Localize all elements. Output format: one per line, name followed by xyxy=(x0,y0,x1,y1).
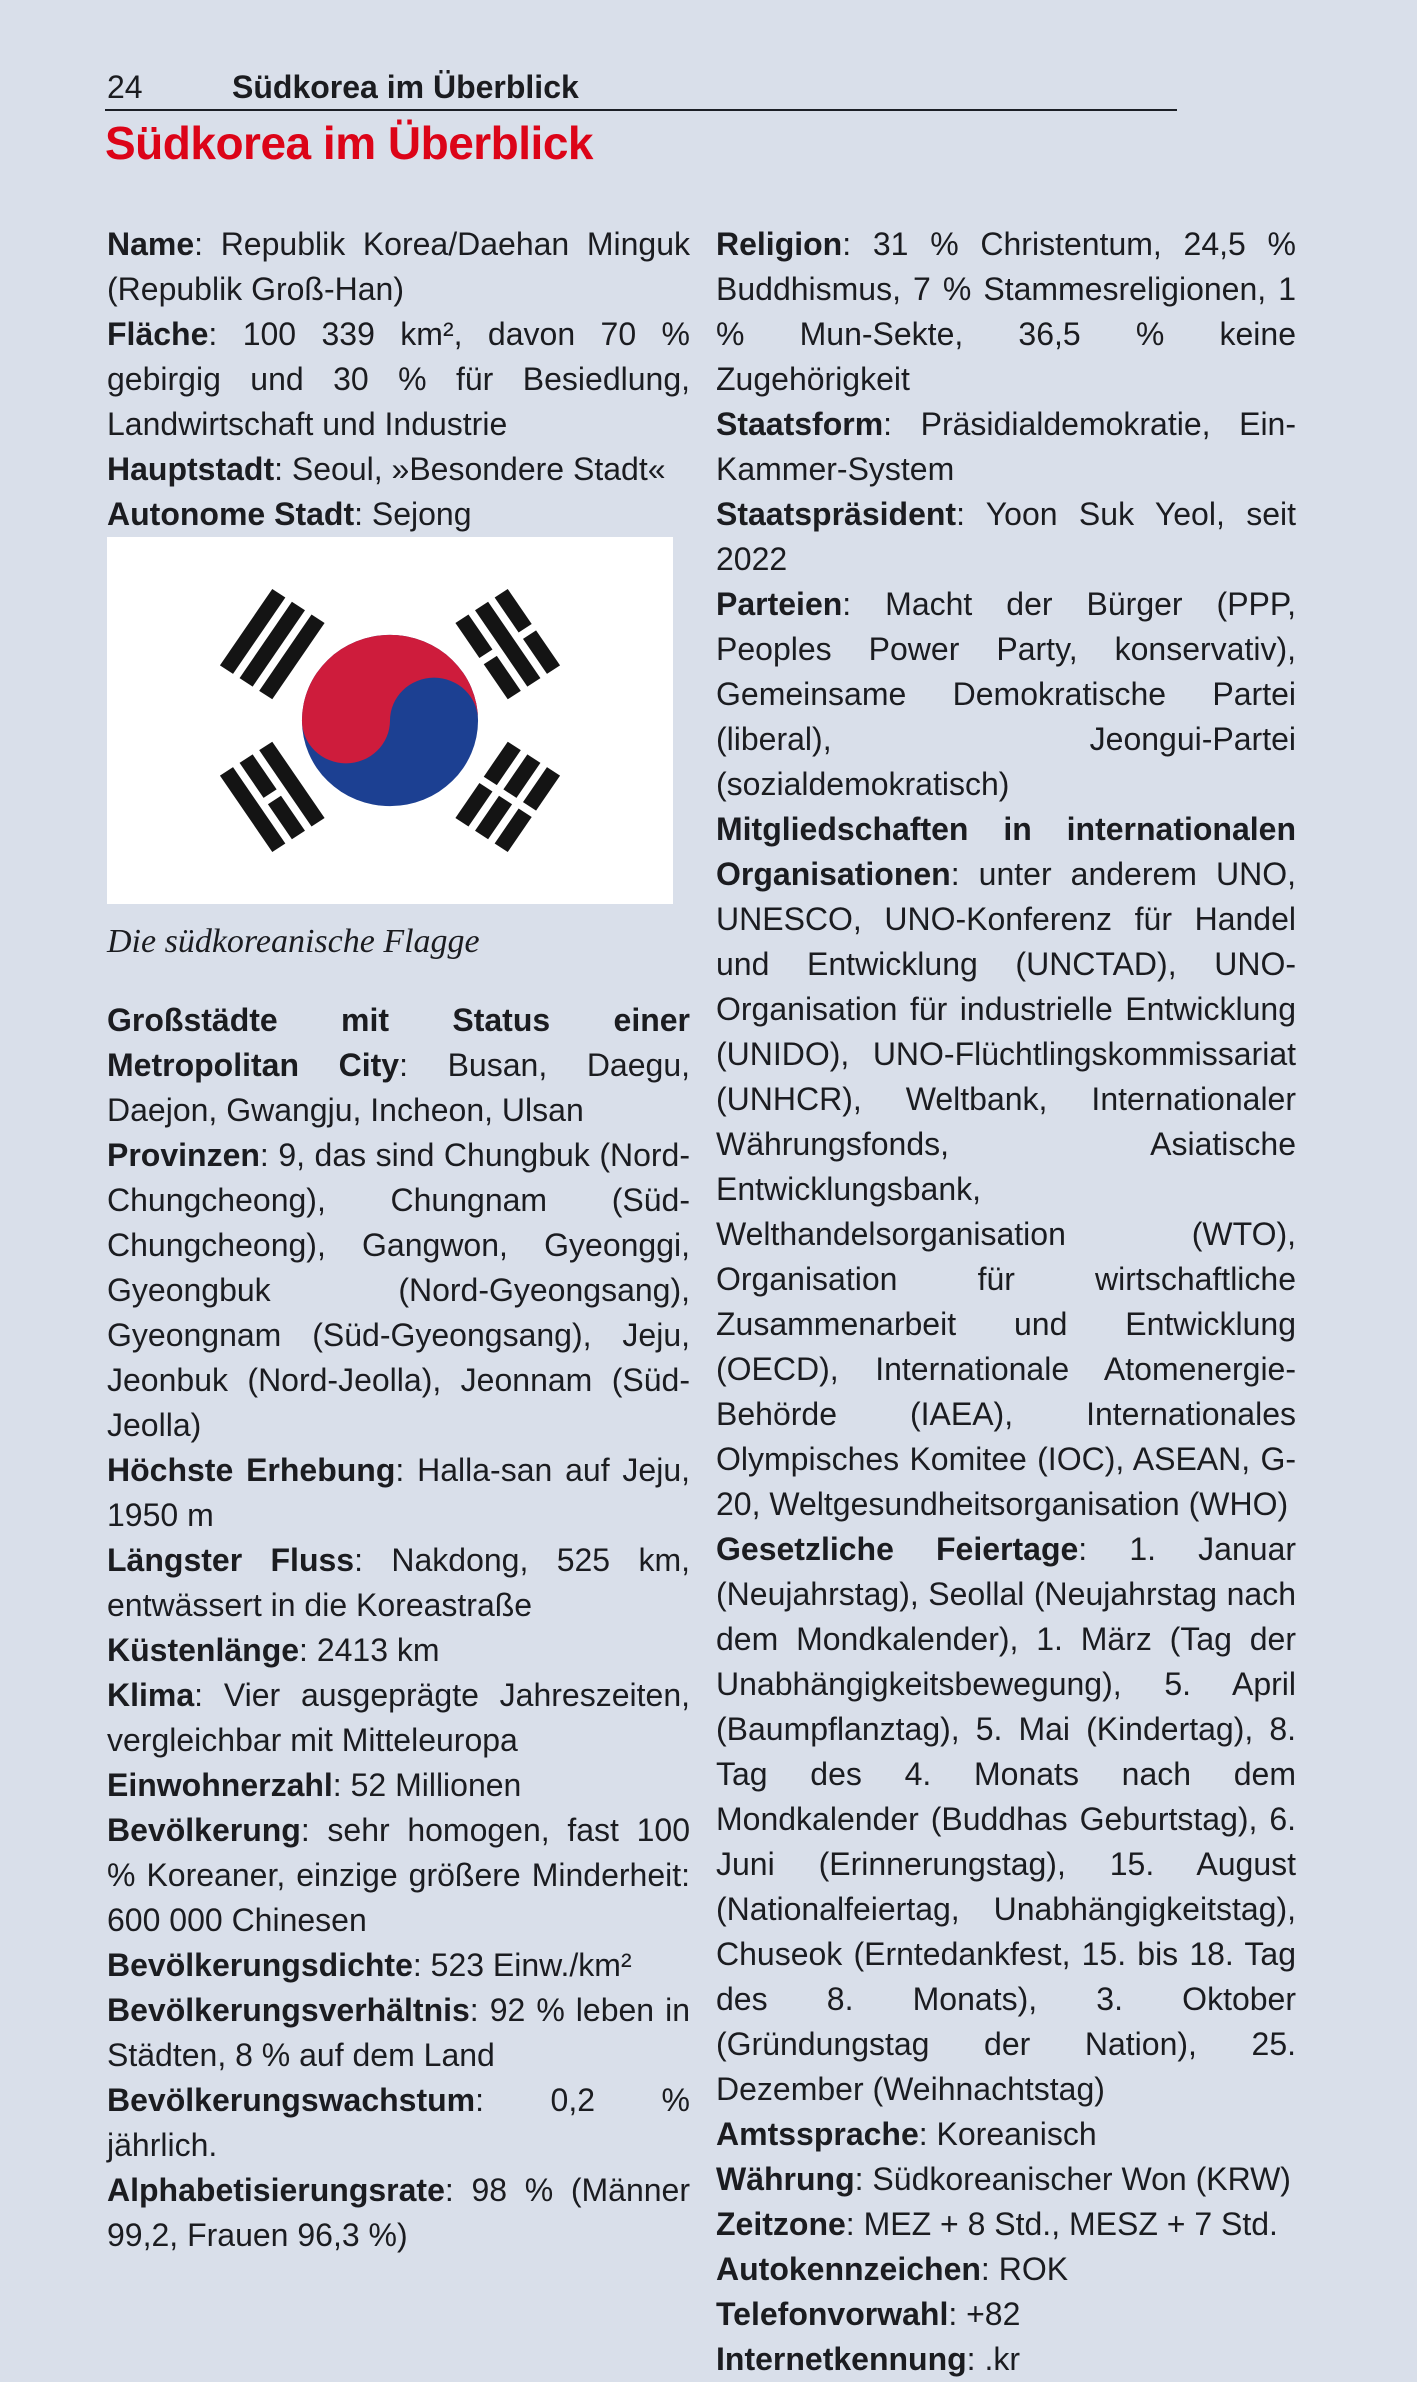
fact-separator: : xyxy=(948,2296,967,2332)
fact-row xyxy=(107,998,690,1133)
running-head: Südkorea im Überblick xyxy=(232,69,579,105)
fact-label: Internetkennung xyxy=(716,2341,967,2377)
fact-row xyxy=(107,1133,690,1448)
fact-label: Klima xyxy=(107,1677,195,1713)
facts-top-list xyxy=(107,222,690,537)
fact-label: Staatsform xyxy=(716,406,884,442)
fact-separator: : xyxy=(299,1632,317,1668)
fact-separator: : xyxy=(194,1677,224,1713)
fact-label: Bevölkerungsverhältnis xyxy=(107,1992,470,2028)
fact-row xyxy=(716,807,1296,1527)
taeguk-icon xyxy=(302,635,478,806)
fact-value: unter anderem UNO, UNESCO, UNO-Konferenz für Handel und Entwicklung (UNCTAD), UNO-Organisation für industrielle Entwicklung (UNIDO), UNO-Flüchtlingskommissariat (UNHCR), Weltbank, Internationaler Währungsfonds, Asiatische Entwicklungsbank, Welthandelsorganisation (WTO), Organisation für wirtschaftliche Zusammenarbeit und Entwicklung (OECD), Internationale Atomenergie-Behörde (IAEA), Internationales Olympisches Komitee (IOC), ASEAN, G-20, Weltgesundheitsorganisation (WHO) xyxy=(716,856,1297,1522)
fact-value: Macht der Bürger (PPP, Peoples Power Party, konservativ), Gemeinsame Demokratische Partei (liberal), Jeongui-Partei (sozialdemokratisch) xyxy=(716,586,1296,802)
fact-separator: : xyxy=(208,316,243,352)
fact-label: Bevölkerungswachstum xyxy=(107,2082,476,2118)
fact-value: Busan, Daegu, Daejon, Gwangju, Incheon, Ulsan xyxy=(107,1047,691,1128)
fact-value: Vier ausgeprägte Jahreszeiten, vergleichbar mit Mitteleuropa xyxy=(107,1677,690,1758)
fact-row xyxy=(716,492,1296,582)
fact-value: 98 % (Männer 99,2, Frauen 96,3 %) xyxy=(107,2172,691,2253)
fact-value: Yoon Suk Yeol, seit 2022 xyxy=(716,496,1297,577)
fact-row xyxy=(107,1808,690,1943)
fact-value: 100 339 km², davon 70 % gebirgig und 30 % für Besiedlung, Landwirtschaft und Industrie xyxy=(107,316,691,442)
fact-value: ROK xyxy=(998,2251,1069,2287)
fact-row xyxy=(107,312,690,447)
page-number: 24 xyxy=(107,69,143,105)
fact-separator: : xyxy=(950,856,979,892)
fact-label: Amtssprache xyxy=(716,2116,919,2152)
fact-value: 31 % Christentum, 24,5 % Buddhismus, 7 % Stammesreligionen, 1 % Mun-Sekte, 36,5 % keine Zugehörigkeit xyxy=(716,226,1297,397)
fact-label: Küstenlänge xyxy=(107,1632,300,1668)
flag-caption: Die südkoreanische Flagge xyxy=(107,923,480,960)
fact-row xyxy=(716,2247,1296,2292)
fact-label: Autonome Stadt xyxy=(107,496,355,532)
fact-value: 92 % leben in Städten, 8 % auf dem Land xyxy=(107,1992,690,2073)
fact-separator: : xyxy=(274,451,292,487)
fact-separator: : xyxy=(194,226,221,262)
fact-row xyxy=(716,402,1296,492)
fact-separator: : xyxy=(395,1452,418,1488)
fact-row xyxy=(716,2337,1296,2382)
fact-value: sehr homogen, fast 100 % Koreaner, einzige größere Minderheit: 600 000 Chinesen xyxy=(107,1812,691,1938)
fact-value: Halla-san auf Jeju, 1950 m xyxy=(107,1452,691,1533)
facts-right-list xyxy=(716,222,1296,2382)
fact-label: Staatspräsident xyxy=(716,496,957,532)
fact-separator: : xyxy=(918,2116,937,2152)
fact-separator: : xyxy=(854,2161,873,2197)
facts-bottom-list xyxy=(107,998,690,2258)
fact-label: Bevölkerung xyxy=(107,1812,301,1848)
fact-separator: : xyxy=(399,1047,448,1083)
fact-label: Längster Fluss xyxy=(107,1542,355,1578)
fact-separator: : xyxy=(332,1767,351,1803)
right-column xyxy=(716,222,1296,2382)
fact-separator: : xyxy=(412,1947,431,1983)
fact-label: Provinzen xyxy=(107,1137,260,1173)
fact-row xyxy=(107,2078,690,2168)
header-rule xyxy=(105,109,1177,111)
fact-label: Großstädte mit Status einer Metropolitan City xyxy=(107,1002,690,1083)
fact-row xyxy=(716,2157,1296,2202)
fact-value: Nakdong, 525 km, entwässert in die Koreastraße xyxy=(107,1542,691,1623)
fact-row xyxy=(107,222,690,312)
fact-row xyxy=(107,1988,690,2078)
fact-label: Mitgliedschaften in internationalen Organisationen xyxy=(716,811,1296,892)
fact-value: Sejong xyxy=(371,496,472,532)
fact-label: Name xyxy=(107,226,195,262)
fact-value: 523 Einw./km² xyxy=(430,1947,632,1983)
fact-separator: : xyxy=(842,586,886,622)
fact-label: Alphabetisierungsrate xyxy=(107,2172,445,2208)
fact-separator: : xyxy=(354,496,372,532)
fact-separator: : xyxy=(883,406,921,442)
fact-value: 52 Millionen xyxy=(350,1767,522,1803)
fact-row xyxy=(716,1527,1296,2112)
fact-label: Einwohnerzahl xyxy=(107,1767,333,1803)
fact-value: Koreanisch xyxy=(936,2116,1097,2152)
left-column xyxy=(107,222,690,2258)
fact-label: Währung xyxy=(716,2161,855,2197)
page-title: Südkorea im Überblick xyxy=(105,117,593,169)
fact-separator: : xyxy=(469,1992,490,2028)
fact-row xyxy=(107,1538,690,1628)
fact-label: Zeitzone xyxy=(716,2206,846,2242)
fact-row xyxy=(716,2202,1296,2247)
south-korea-flag-icon xyxy=(107,537,673,904)
fact-separator: : xyxy=(354,1542,392,1578)
fact-row xyxy=(107,1448,690,1538)
fact-label: Höchste Erhebung xyxy=(107,1452,396,1488)
fact-label: Fläche xyxy=(107,316,209,352)
fact-separator: : xyxy=(259,1137,279,1173)
fact-value: Südkoreanischer Won (KRW) xyxy=(872,2161,1291,2197)
fact-row xyxy=(716,582,1296,807)
fact-value: +82 xyxy=(966,2296,1021,2332)
fact-row xyxy=(107,2168,690,2258)
fact-value: MEZ + 8 Std., MESZ + 7 Std. xyxy=(863,2206,1278,2242)
fact-separator: : xyxy=(475,2082,551,2118)
fact-label: Parteien xyxy=(716,586,843,622)
fact-separator: : xyxy=(956,496,986,532)
fact-label: Autokennzeichen xyxy=(716,2251,981,2287)
fact-value: 9, das sind Chungbuk (Nord-Chungcheong), Chungnam (Süd-Chungcheong), Gangwon, Gyeonggi, Gyeongbuk (Nord-Gyeongsang), Gyeongnam (Süd-Gyeongsang), Jeju, Jeonbuk (Nord-Jeolla), Jeonnam (Süd-Jeolla) xyxy=(107,1137,691,1443)
fact-label: Gesetzliche Feiertage xyxy=(716,1531,1079,1567)
fact-row xyxy=(107,1943,690,1988)
fact-value: Präsidialdemokratie, Ein-Kammer-System xyxy=(716,406,1297,487)
fact-label: Telefonvorwahl xyxy=(716,2296,949,2332)
fact-value: .kr xyxy=(984,2341,1020,2377)
fact-value: 0,2 % jährlich. xyxy=(107,2082,690,2163)
fact-row xyxy=(107,1763,690,1808)
fact-separator: : xyxy=(980,2251,999,2287)
fact-row xyxy=(107,1673,690,1763)
fact-separator: : xyxy=(444,2172,472,2208)
fact-row xyxy=(716,2292,1296,2337)
fact-row xyxy=(716,222,1296,402)
fact-value: Republik Korea/Daehan Minguk (Republik Groß-Han) xyxy=(107,226,691,307)
fact-label: Hauptstadt xyxy=(107,451,275,487)
fact-value: Seoul, »Besondere Stadt« xyxy=(291,451,666,487)
fact-row xyxy=(107,447,690,492)
fact-row xyxy=(716,2112,1296,2157)
fact-separator: : xyxy=(966,2341,985,2377)
fact-separator: : xyxy=(1078,1531,1130,1567)
south-korea-flag-figure xyxy=(107,537,673,964)
fact-label: Bevölkerungsdichte xyxy=(107,1947,413,1983)
fact-separator: : xyxy=(845,2206,864,2242)
fact-value: 2413 km xyxy=(316,1632,440,1668)
fact-row xyxy=(107,1628,690,1673)
fact-separator: : xyxy=(300,1812,328,1848)
fact-value: 1. Januar (Neujahrstag), Seollal (Neujahrstag nach dem Mondkalender), 1. März (Tag der Unabhängigkeitsbewegung), 5. April (Baumpflanztag), 5. Mai (Kindertag), 8. Tag des 4. Monats nach dem Mondkalender (Buddhas Geburtstag), 6. Juni (Erinnerungstag), 15. August (Nationalfeiertag, Unabhängigkeitstag), Chuseok (Erntedankfest, 15. bis 18. Tag des 8. Monats), 3. Oktober (Gründungstag der Nation), 25. Dezember (Weihnachtstag) xyxy=(716,1531,1297,2107)
fact-label: Religion xyxy=(716,226,843,262)
fact-separator: : xyxy=(842,226,873,262)
fact-row xyxy=(107,492,690,537)
